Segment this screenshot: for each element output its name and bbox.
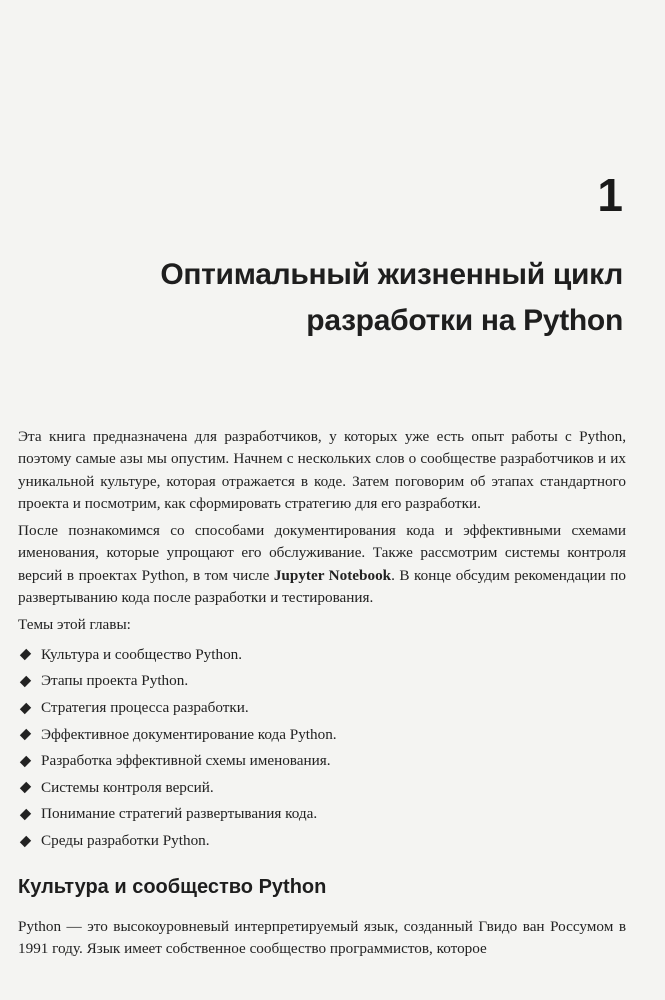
list-item bbox=[18, 695, 626, 722]
topic-text: Этапы проекта Python. bbox=[41, 672, 189, 690]
diamond-bullet-icon bbox=[20, 756, 31, 767]
topic-text: Стратегия процесса разработки. bbox=[41, 699, 249, 716]
diamond-bullet-icon bbox=[20, 835, 31, 846]
intro-body bbox=[18, 426, 626, 854]
list-item bbox=[18, 801, 626, 828]
diamond-bullet-icon bbox=[20, 782, 31, 793]
topic-text: Разработка эффективной схемы именования. bbox=[41, 752, 331, 770]
intro-paragraph-2-text-start: После познакомимся со способами документирования кода и эффективными схемами именования, которые упрощают его обслуживание. Также рассмотрим системы контроля версий в проектах Python, в том числе bbox=[18, 522, 626, 584]
topic-text: Системы контроля версий. bbox=[41, 778, 214, 796]
diamond-bullet-icon bbox=[20, 676, 31, 687]
topics-list bbox=[18, 642, 626, 855]
topic-text: Среды разработки Python. bbox=[41, 831, 210, 849]
list-item bbox=[18, 642, 626, 669]
intro-paragraph-2-text-end: . В конце обсудим рекомендации по развертыванию кода после разработки и тестирования. bbox=[18, 566, 626, 607]
intro-paragraph-2 bbox=[18, 520, 626, 609]
diamond-bullet-icon bbox=[20, 649, 31, 660]
topic-text: Эффективное документирование кода Python. bbox=[41, 725, 337, 743]
topic-text: Понимание стратегий развертывания кода. bbox=[41, 805, 318, 823]
chapter-title-line-2: разработки на Python bbox=[306, 304, 623, 337]
list-item bbox=[18, 668, 626, 695]
chapter-number: 1 bbox=[597, 169, 623, 221]
list-item bbox=[18, 775, 626, 802]
intro-paragraph-1: Эта книга предназначена для разработчиков, у которых уже есть опыт работы с Python, поэтому самые азы мы опустим. Начнем с нескольких слов о сообществе разработчиков и их уникальной культуре, которая отражается в коде. Затем поговорим об этапах стандартного проекта и посмотрим, как сформировать стратегию для его разработки. bbox=[18, 428, 626, 512]
chapter-title-line-1: Оптимальный жизненный цикл bbox=[160, 258, 623, 291]
chapter-title bbox=[63, 252, 623, 344]
section-paragraph: Python — это высокоуровневый интерпретируемый язык, созданный Гвидо ван Россумом в 1991 году. Язык имеет собственное сообщество программистов, которое bbox=[18, 918, 626, 958]
list-item bbox=[18, 721, 626, 748]
topic-text: Культура и сообщество Python. bbox=[41, 645, 243, 663]
jupyter-notebook-term: Jupyter Notebook bbox=[273, 566, 392, 584]
diamond-bullet-icon bbox=[20, 702, 31, 713]
diamond-bullet-icon bbox=[20, 729, 31, 740]
section-heading: Культура и сообщество Python bbox=[18, 876, 327, 898]
diamond-bullet-icon bbox=[20, 809, 31, 820]
list-item bbox=[18, 828, 626, 855]
topics-label: Темы этой главы: bbox=[18, 616, 131, 634]
list-item bbox=[18, 748, 626, 775]
